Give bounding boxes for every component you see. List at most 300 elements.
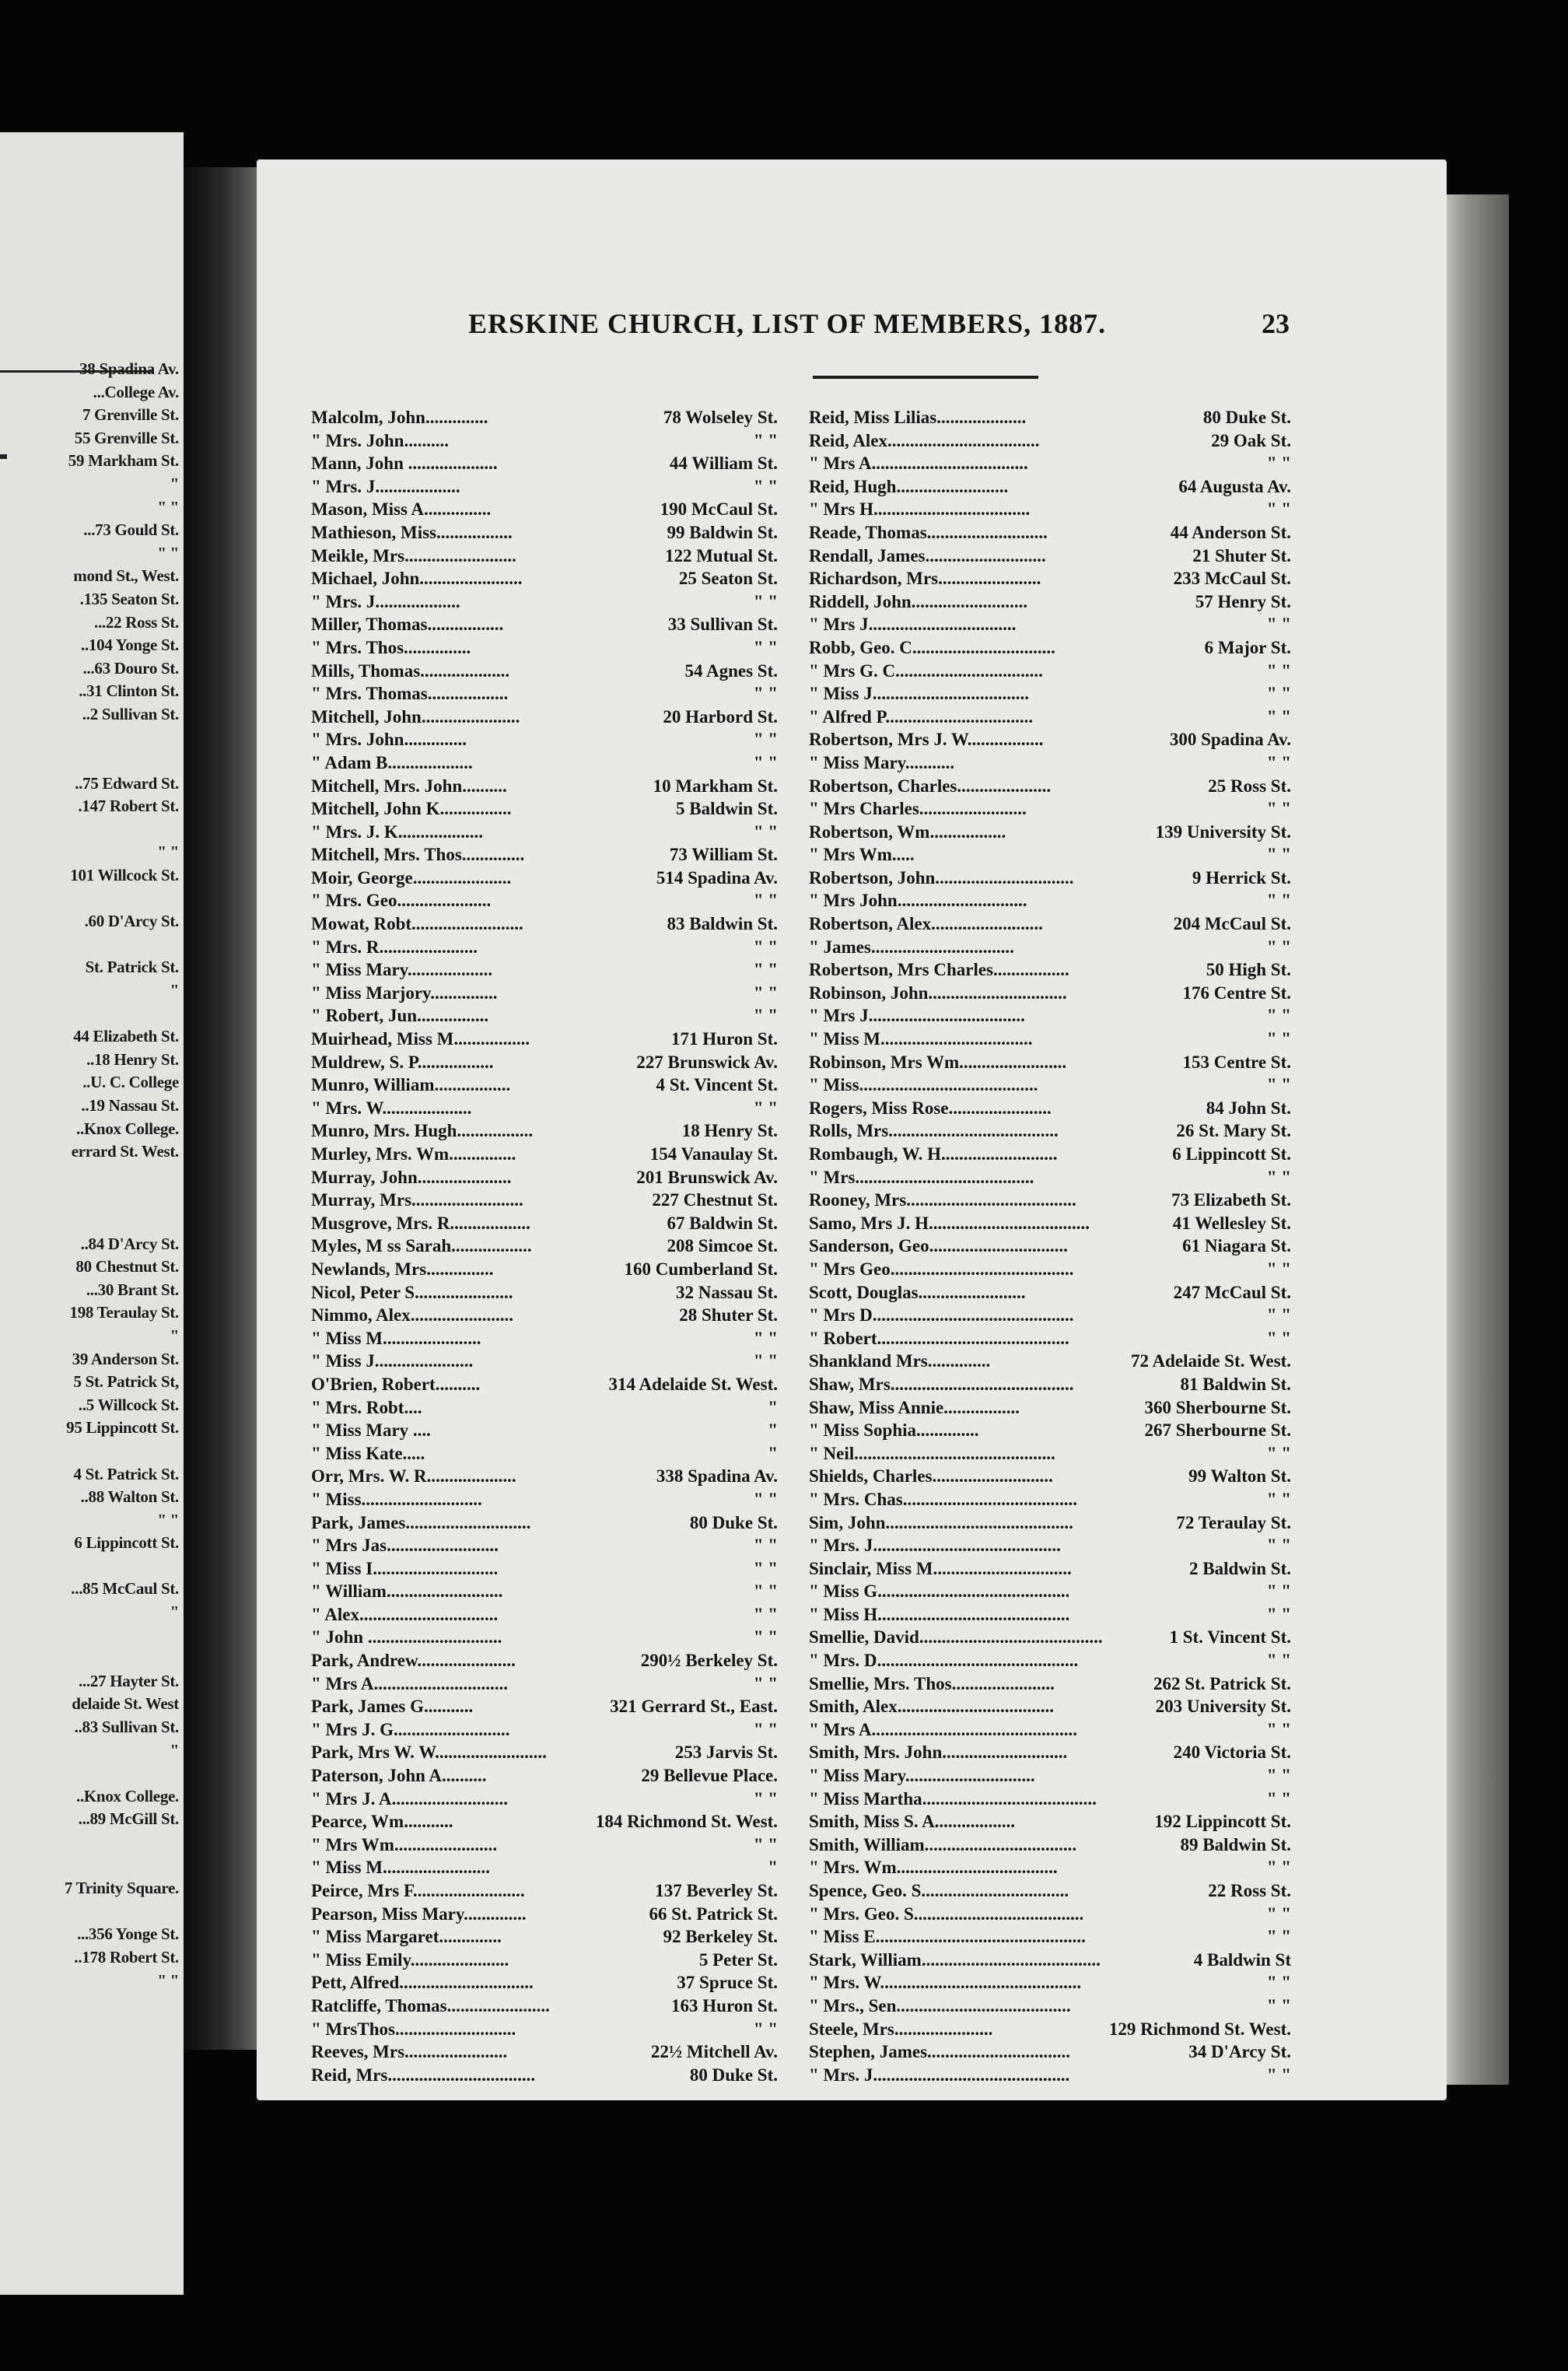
facing-page-line: ..19 Nassau St. [81, 1096, 179, 1115]
member-address: " [768, 1858, 778, 1878]
member-name: Mason, Miss A............... [311, 499, 492, 520]
member-name: " Mrs. Wm.................................... [809, 1858, 1058, 1878]
member-entry [809, 590, 1291, 614]
member-address: " " [1266, 891, 1291, 911]
member-name: Samo, Mrs J. H.................................... [809, 1213, 1090, 1233]
member-name: Rendall, James........................... [809, 545, 1046, 566]
facing-page-line: " " [157, 497, 179, 517]
member-entry [311, 936, 778, 959]
member-entry [311, 1856, 778, 1879]
member-address: 6 Lippincott St. [1172, 1144, 1291, 1164]
member-address: " " [1266, 2065, 1291, 2085]
member-entry [809, 452, 1291, 475]
member-entry [311, 1971, 778, 1995]
member-entry [311, 1004, 778, 1028]
facing-page-line: 44 Elizabeth St. [73, 1027, 179, 1046]
member-name: Muldrew, S. P................. [311, 1052, 494, 1072]
member-name: " Mrs John............................. [809, 891, 1027, 911]
facing-page-line [0, 1186, 179, 1210]
facing-page-line: ..Knox College. [76, 1786, 179, 1805]
member-address: 67 Baldwin St. [667, 1213, 778, 1233]
member-address: 1 St. Vincent St. [1169, 1627, 1291, 1648]
member-address: " " [1266, 752, 1291, 772]
member-entry [809, 706, 1291, 729]
member-address: " " [753, 730, 778, 750]
member-address: 262 St. Patrick St. [1153, 1673, 1291, 1693]
member-address: 25 Ross St. [1208, 776, 1291, 796]
member-name: " Miss Sophia.............. [809, 1420, 979, 1441]
member-address: " " [1266, 937, 1291, 957]
facing-page-line: ..Knox College. [76, 1119, 179, 1138]
header-rule [813, 376, 1038, 379]
member-name: " Mrs Wm..... [809, 845, 915, 865]
facing-page-line: ...89 McGill St. [78, 1809, 179, 1829]
member-address: " " [1266, 845, 1291, 865]
member-name: " Miss M.................................. [809, 1029, 1033, 1049]
member-address: " " [1266, 1651, 1291, 1671]
member-name: Mitchell, John K................ [311, 799, 512, 819]
facing-page-line [0, 1900, 179, 1924]
member-name: Mills, Thomas.................... [311, 660, 510, 681]
member-address: " " [753, 1489, 778, 1509]
member-address: 153 Centre St. [1182, 1052, 1291, 1072]
member-address: 44 Anderson St. [1170, 522, 1291, 542]
member-entry [311, 1189, 778, 1212]
member-entry [809, 2040, 1291, 2064]
member-address: 204 McCaul St. [1173, 914, 1291, 934]
member-address: 4 Baldwin St [1193, 1949, 1291, 1970]
member-address: " " [1266, 1536, 1291, 1556]
member-name: Mowat, Robt......................... [311, 914, 523, 934]
member-entry [809, 1189, 1291, 1212]
member-address: " " [1266, 1973, 1291, 1993]
member-entry [311, 498, 778, 521]
member-entry [311, 1350, 778, 1373]
member-entry [311, 1672, 778, 1696]
member-entry [809, 1396, 1291, 1420]
member-entry [809, 1465, 1291, 1488]
member-name: " Miss Margaret.............. [311, 1927, 502, 1947]
facing-page-line: 4 St. Patrick St. [73, 1464, 179, 1483]
member-address: 41 Wellesley St. [1172, 1213, 1291, 1233]
member-address: 201 Brunswick Av. [636, 1167, 778, 1187]
member-address: 80 Duke St. [689, 2065, 778, 2085]
member-name: Robb, Geo. C................................ [809, 637, 1055, 657]
member-address: 28 Shuter St. [679, 1305, 778, 1326]
member-name: Myles, M ss Sarah.................. [311, 1236, 532, 1256]
member-name: Park, Mrs W. W......................... [311, 1742, 547, 1763]
member-address: 29 Oak St. [1211, 430, 1291, 450]
facing-page-line: " [170, 981, 179, 1000]
member-entry [311, 1304, 778, 1327]
member-name: Park, James............................ [311, 1512, 531, 1532]
member-entry [311, 660, 778, 683]
member-name: " Miss E............................................... [809, 1927, 1086, 1947]
member-name: Riddell, John.......................... [809, 591, 1028, 611]
member-name: Munro, Mrs. Hugh................. [311, 1121, 534, 1141]
member-name: " Miss I............................ [311, 1558, 499, 1578]
facing-page-line [0, 1164, 179, 1187]
member-address: 81 Baldwin St. [1180, 1374, 1291, 1394]
member-name: Robertson, Alex......................... [809, 914, 1043, 934]
member-name: " Mrs. Thomas.................. [311, 684, 509, 704]
member-name: Paterson, John A.......... [311, 1766, 487, 1786]
member-name: " Mrs. R...................... [311, 937, 478, 957]
member-entry [311, 1258, 778, 1281]
member-entry [809, 1327, 1291, 1350]
member-name: Stephen, James................................ [809, 2042, 1071, 2062]
member-entry [809, 1051, 1291, 1074]
facing-page-line: errard St. West. [71, 1142, 179, 1161]
member-name: Murray, Mrs......................... [311, 1190, 523, 1210]
member-name: " Mrs. Robt.... [311, 1397, 422, 1417]
member-address: " [768, 1443, 778, 1463]
member-entry [809, 660, 1291, 683]
member-name: Rolls, Mrs...................................... [809, 1121, 1059, 1141]
member-name: Reid, Hugh......................... [809, 476, 1009, 496]
member-address: " " [753, 1627, 778, 1648]
member-name: Newlands, Mrs............... [311, 1259, 494, 1279]
member-entry [809, 682, 1291, 706]
facing-page-line: " " [157, 543, 179, 562]
member-entry [311, 728, 778, 751]
member-entry [311, 797, 778, 821]
facing-page-line [0, 1440, 179, 1463]
member-name: Rooney, Mrs...................................... [809, 1190, 1076, 1210]
member-address: 50 High St. [1206, 960, 1291, 980]
member-address: 29 Bellevue Place. [641, 1766, 778, 1786]
member-name: Reid, Miss Lilias.................... [809, 408, 1027, 427]
facing-page-line: ..18 Henry St. [86, 1049, 179, 1069]
member-name: Smith, Miss S. A.................. [809, 1812, 1016, 1832]
member-address: 26 St. Mary St. [1176, 1121, 1291, 1141]
member-address: " " [753, 1788, 778, 1809]
member-name: Moir, George...................... [311, 867, 512, 888]
member-entry [311, 545, 778, 568]
facing-page-line: " " [157, 1970, 179, 1990]
member-entry [311, 1281, 778, 1305]
member-address: " " [753, 752, 778, 772]
member-entry [311, 912, 778, 936]
facing-page-line: " " [157, 842, 179, 862]
member-name: " Mrs J................................. [809, 615, 1017, 635]
member-address: 57 Henry St. [1195, 591, 1291, 611]
member-entry [311, 1028, 778, 1051]
member-name: Muirhead, Miss M................. [311, 1029, 530, 1049]
member-entry [809, 1166, 1291, 1189]
member-entry [311, 706, 778, 729]
facing-page-line: ..5 Willcock St. [78, 1395, 179, 1414]
member-address: " " [1266, 1328, 1291, 1348]
member-address: 129 Richmond St. West. [1108, 2019, 1291, 2039]
member-name: " Mrs Geo......................................... [809, 1259, 1074, 1279]
member-name: Shaw, Miss Annie................. [809, 1397, 1020, 1417]
member-entry [809, 567, 1291, 590]
member-address: " " [753, 2019, 778, 2039]
member-entry [809, 521, 1291, 545]
member-entry [311, 1051, 778, 1074]
member-entry [809, 751, 1291, 775]
member-entry [809, 1143, 1291, 1166]
member-name: " Miss........................................ [809, 1075, 1038, 1095]
member-address: 44 William St. [669, 454, 778, 474]
facing-page-line: ..88 Walton St. [80, 1487, 179, 1507]
facing-page-line: ..U. C. College [82, 1073, 179, 1092]
facing-page-fragment [0, 132, 184, 2295]
member-name: O'Brien, Robert.......... [311, 1374, 481, 1394]
member-entry [311, 1764, 778, 1788]
facing-page-line: ...College Av. [93, 382, 179, 401]
member-address: " " [753, 960, 778, 980]
member-address: 171 Huron St. [671, 1029, 778, 1049]
member-entry [311, 1810, 778, 1833]
member-entry [311, 982, 778, 1005]
member-entry [809, 1097, 1291, 1120]
member-address: 227 Chestnut St. [652, 1190, 778, 1210]
member-entry [809, 1350, 1291, 1373]
facing-page-line [0, 749, 179, 772]
member-name: " Mrs G. C................................. [809, 660, 1043, 681]
facing-page-line: " [170, 1740, 179, 1760]
member-name: " Miss Martha....................................... [809, 1788, 1097, 1809]
facing-page-line [0, 1854, 179, 1878]
member-entry [311, 1557, 778, 1581]
member-entry [809, 1603, 1291, 1627]
member-entry [809, 1626, 1291, 1649]
member-name: Park, James G........... [311, 1697, 474, 1717]
member-entry [311, 1788, 778, 1811]
member-entry [311, 590, 778, 614]
member-name: " Miss Mary........... [809, 752, 955, 772]
member-address: 267 Sherbourne St. [1144, 1420, 1291, 1441]
member-address: 208 Simcoe St. [667, 1236, 778, 1256]
member-address: " " [753, 1719, 778, 1739]
facing-page-line: ...73 Gould St. [83, 520, 179, 540]
member-entry [809, 1833, 1291, 1857]
member-name: Peirce, Mrs F......................... [311, 1881, 525, 1900]
member-entry [311, 475, 778, 499]
member-entry [809, 429, 1291, 453]
facing-page-line: 38 Spadina Av. [79, 359, 179, 378]
member-address: " " [1266, 1788, 1291, 1809]
member-entry [311, 1327, 778, 1350]
member-name: Reid, Alex.................................. [809, 430, 1040, 450]
facing-page-line: ...356 Yonge St. [77, 1924, 179, 1944]
member-address: " " [753, 821, 778, 842]
member-address: " " [1266, 1581, 1291, 1602]
member-name: " Mrs. W............................................. [809, 1973, 1082, 1993]
member-address: 203 University St. [1155, 1697, 1291, 1717]
member-address: " " [753, 1558, 778, 1578]
member-entry [311, 636, 778, 660]
member-entry [311, 1119, 778, 1143]
facing-page-line: .135 Seaton St. [79, 589, 179, 608]
member-address: " " [753, 982, 778, 1003]
member-entry [809, 1235, 1291, 1258]
member-name: Mitchell, Mrs. John.......... [311, 776, 507, 796]
member-name: " Mrs. J................... [311, 591, 460, 611]
member-address: " " [753, 476, 778, 496]
member-entry [311, 1903, 778, 1926]
member-address: 4 St. Vincent St. [656, 1075, 778, 1095]
member-entry [809, 1672, 1291, 1696]
member-address: 73 Elizabeth St. [1171, 1190, 1291, 1210]
member-address: 84 John St. [1206, 1098, 1291, 1118]
member-address: 176 Centre St. [1182, 982, 1291, 1003]
member-name: Munro, William................. [311, 1075, 511, 1095]
member-entry [311, 567, 778, 590]
member-address: 360 Sherbourne St. [1144, 1397, 1291, 1417]
member-name: " Alex............................... [311, 1604, 499, 1624]
member-entry [809, 498, 1291, 521]
member-name: Orr, Mrs. W. R.................... [311, 1466, 516, 1487]
member-entry [809, 1995, 1291, 2018]
member-name: Smith, Alex................................... [809, 1697, 1054, 1717]
member-address: " " [1266, 1029, 1291, 1049]
facing-page-line: 7 Trinity Square. [64, 1879, 179, 1898]
member-entry [809, 1764, 1291, 1788]
facing-page-line: " [170, 474, 179, 493]
member-address: 80 Duke St. [689, 1512, 778, 1532]
member-entry [311, 1626, 778, 1649]
member-entry [311, 843, 778, 867]
member-address: " " [753, 1834, 778, 1854]
member-name: Robinson, Mrs Wm........................ [809, 1052, 1067, 1072]
facing-page-line: .60 D'Arcy St. [84, 912, 179, 931]
facing-page-line: .147 Robert St. [78, 797, 179, 816]
member-address: " " [753, 430, 778, 450]
member-address: 18 Henry St. [681, 1121, 778, 1141]
member-address: 5 Baldwin St. [675, 799, 778, 819]
member-address: " " [1266, 615, 1291, 635]
member-entry [311, 1649, 778, 1672]
member-address: " " [1266, 1858, 1291, 1878]
member-address: 37 Spruce St. [677, 1973, 778, 1993]
member-entry [809, 1879, 1291, 1903]
member-entry [311, 958, 778, 982]
member-address: 20 Harbord St. [663, 706, 778, 727]
member-address: 89 Baldwin St. [1180, 1834, 1291, 1854]
member-name: " Miss Mary................... [311, 960, 493, 980]
member-address: " " [753, 1536, 778, 1556]
member-entry [809, 982, 1291, 1005]
member-name: Reade, Thomas........................... [809, 522, 1048, 542]
member-address: 61 Niagara St. [1182, 1236, 1291, 1256]
member-name: " Mrs. Chas....................................... [809, 1489, 1077, 1509]
member-entry [809, 1281, 1291, 1305]
member-name: Murray, John..................... [311, 1167, 512, 1187]
member-address: 99 Walton St. [1188, 1466, 1291, 1487]
member-entry [809, 475, 1291, 499]
member-address: 137 Beverley St. [655, 1881, 778, 1900]
member-entry [809, 775, 1291, 798]
facing-page-line: 55 Grenville St. [74, 428, 179, 447]
member-entry [809, 912, 1291, 936]
member-address: " " [1266, 1719, 1291, 1739]
member-entry [809, 1004, 1291, 1028]
member-entry [809, 1580, 1291, 1603]
member-entry [311, 1166, 778, 1189]
member-address: 321 Gerrard St., East. [610, 1697, 778, 1717]
member-address: " " [753, 1098, 778, 1118]
facing-page-line: 39 Anderson St. [72, 1349, 179, 1368]
member-address: 22 Ross St. [1208, 1881, 1291, 1900]
member-name: Nicol, Peter S...................... [311, 1282, 513, 1302]
member-entry [311, 1419, 778, 1442]
member-name: Smith, Mrs. John............................ [809, 1742, 1068, 1763]
member-name: " Mrs. W.................... [311, 1098, 472, 1118]
member-entry [311, 1833, 778, 1857]
member-address: 6 Major St. [1204, 637, 1291, 657]
member-address: 83 Baldwin St. [667, 914, 778, 934]
member-name: " Mrs. Geo. S...................................... [809, 1903, 1084, 1924]
member-address: " " [1266, 1167, 1291, 1187]
member-address: 192 Lippincott St. [1154, 1812, 1291, 1832]
member-entry [311, 867, 778, 890]
member-address: 514 Spadina Av. [656, 867, 778, 888]
member-entry [809, 1258, 1291, 1281]
member-name: " Mrs. J............................................ [809, 2065, 1070, 2085]
member-address: " " [1266, 1927, 1291, 1947]
member-entry [311, 889, 778, 912]
member-name: " Mrs A.............................. [311, 1673, 508, 1693]
member-name: " Mrs A................................... [809, 454, 1028, 474]
member-name: " Miss Emily...................... [311, 1949, 509, 1970]
member-entry [809, 613, 1291, 636]
member-address: 66 St. Patrick St. [649, 1903, 778, 1924]
member-address: " " [1266, 1766, 1291, 1786]
member-name: Rogers, Miss Rose....................... [809, 1098, 1052, 1118]
member-address: " " [1266, 499, 1291, 520]
member-address: 80 Duke St. [1202, 408, 1291, 427]
facing-page-line [0, 1762, 179, 1785]
facing-page-line: ...85 McCaul St. [71, 1579, 179, 1599]
members-column-1 [311, 406, 778, 2086]
facing-page-line: ..83 Sullivan St. [74, 1718, 179, 1737]
member-address: 92 Berkeley St. [663, 1927, 778, 1947]
member-name: " Mrs. J.......................................... [809, 1536, 1061, 1556]
member-entry [311, 1396, 778, 1420]
member-entry [809, 1212, 1291, 1235]
member-entry [809, 2064, 1291, 2087]
member-name: " John .............................. [311, 1627, 502, 1648]
facing-page-line: 80 Chestnut St. [75, 1257, 179, 1277]
member-address: " " [1266, 660, 1291, 681]
member-name: Smellie, David......................................... [809, 1627, 1103, 1648]
facing-page-line: ...22 Ross St. [94, 612, 179, 632]
member-name: " Mrs........................................ [809, 1167, 1034, 1187]
member-address: 300 Spadina Av. [1169, 730, 1291, 750]
member-entry [311, 2018, 778, 2041]
member-entry [809, 1028, 1291, 1051]
member-entry [311, 1143, 778, 1166]
member-entry [311, 1442, 778, 1466]
member-entry [809, 1511, 1291, 1535]
member-entry [311, 521, 778, 545]
member-name: Rombaugh, W. H.......................... [809, 1144, 1058, 1164]
facing-page-line: 5 St. Patrick St, [73, 1372, 179, 1392]
member-name: " Mrs Wm....................... [311, 1834, 498, 1854]
member-address: 163 Huron St. [671, 1995, 778, 2016]
member-name: " Mrs D............................................. [809, 1305, 1074, 1326]
member-name: " James................................ [809, 937, 1014, 957]
member-name: Michael, John....................... [311, 569, 523, 589]
member-name: Smith, William.................................. [809, 1834, 1077, 1854]
member-entry [809, 1649, 1291, 1672]
member-address: 247 McCaul St. [1173, 1282, 1291, 1302]
member-name: Richardson, Mrs....................... [809, 569, 1041, 589]
member-address: 160 Cumberland St. [624, 1259, 778, 1279]
